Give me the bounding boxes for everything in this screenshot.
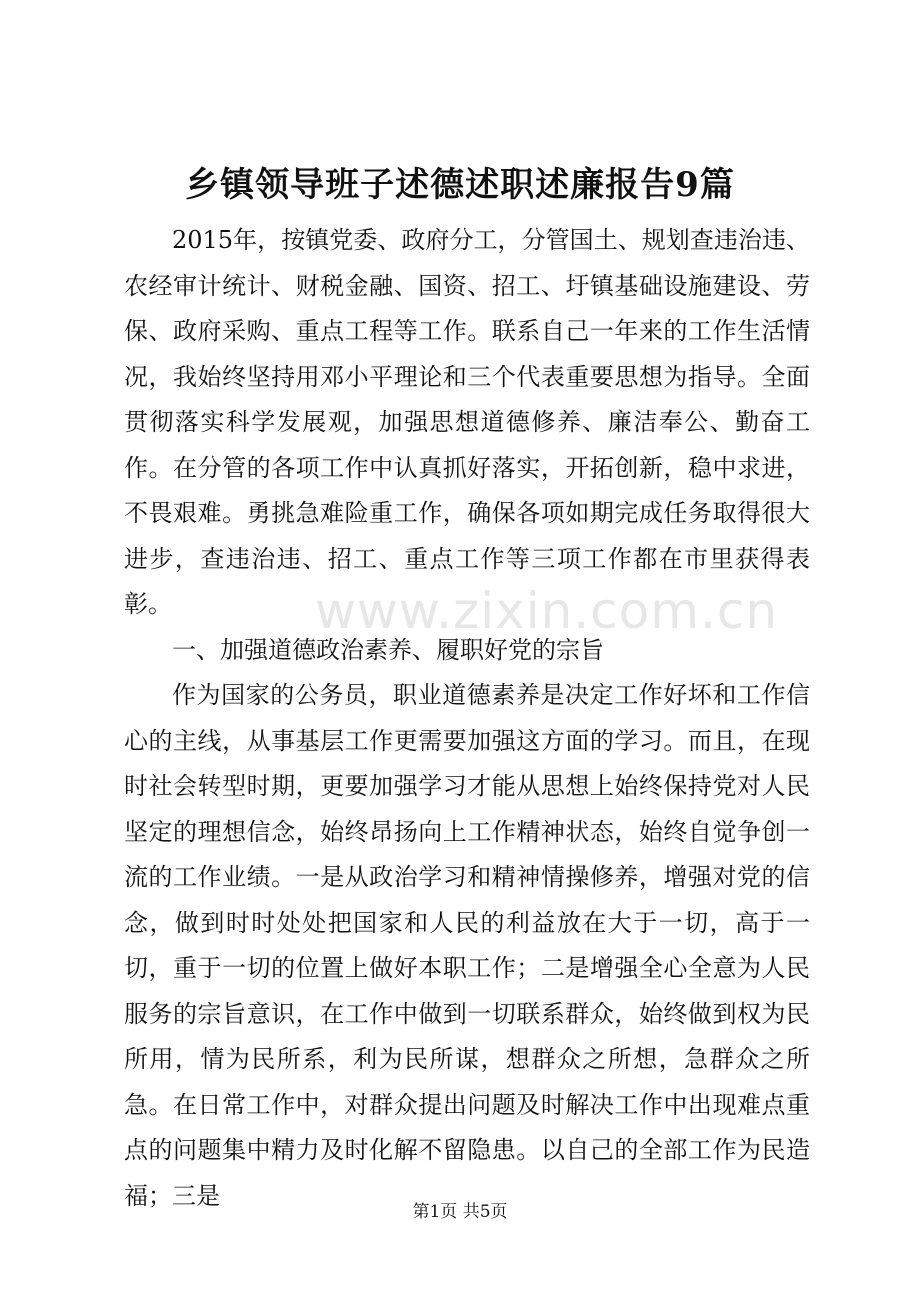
paragraph-section-1: 作为国家的公务员，职业道德素养是决定工作好坏和工作信心的主线，从事基层工作更需要加强这方面的学习。而且，在现时社会转型时期，更要加强学习才能从思想上始终保持党对人民坚定的理想信念，始终昂扬向上工作精神状态，始终自觉争创一流的工作业绩。一是从政治学习和精神情操修养，增强对党的信念，做到时时处处把国家和人民的利益放在大于一切，高于一切，重于一切的位置上做好本职工作；二是增强全心全意为人民服务的宗旨意识，在工作中做到一切联系群众，始终做到权为民所用，情为民所系，利为民所谋，想群众之所想，急群众之所急。在日常工作中，对群众提出问题及时解决工作中出现难点重点的问题集中精力及时化解不留隐患。以自己的全部工作为民造福；三是 bbox=[124, 681, 810, 1210]
paragraph-intro: 2015年，按镇党委、政府分工，分管国土、规划查违治违、农经审计统计、财税金融、国资、招工、圩镇基础设施建设、劳保、政府采购、重点工程等工作。联系自己一年来的工作生活情况，我始终坚持用邓小平理论和三个代表重要思想为指导。全面贯彻落实科学发展观，加强思想道德修养、廉洁奉公、勤奋工作。在分管的各项工作中认真抓好落实，开拓创新，稳中求进，不畏艰难。勇挑急难险重工作，确保各项如期完成任务取得很大进步，查违治违、招工、重点工作等三项工作都在市里获得表彰。 bbox=[124, 226, 810, 618]
document-title: 乡镇领导班子述德述职述廉报告9篇 bbox=[185, 165, 735, 205]
watermark-logo: www.zixin.com.cn bbox=[315, 582, 779, 640]
document-body bbox=[124, 218, 810, 1219]
section-heading-1: 一、加强道德政治素养、履职好党的宗旨 bbox=[172, 635, 604, 664]
page-footer: 第1页 共5页 bbox=[412, 1202, 508, 1222]
